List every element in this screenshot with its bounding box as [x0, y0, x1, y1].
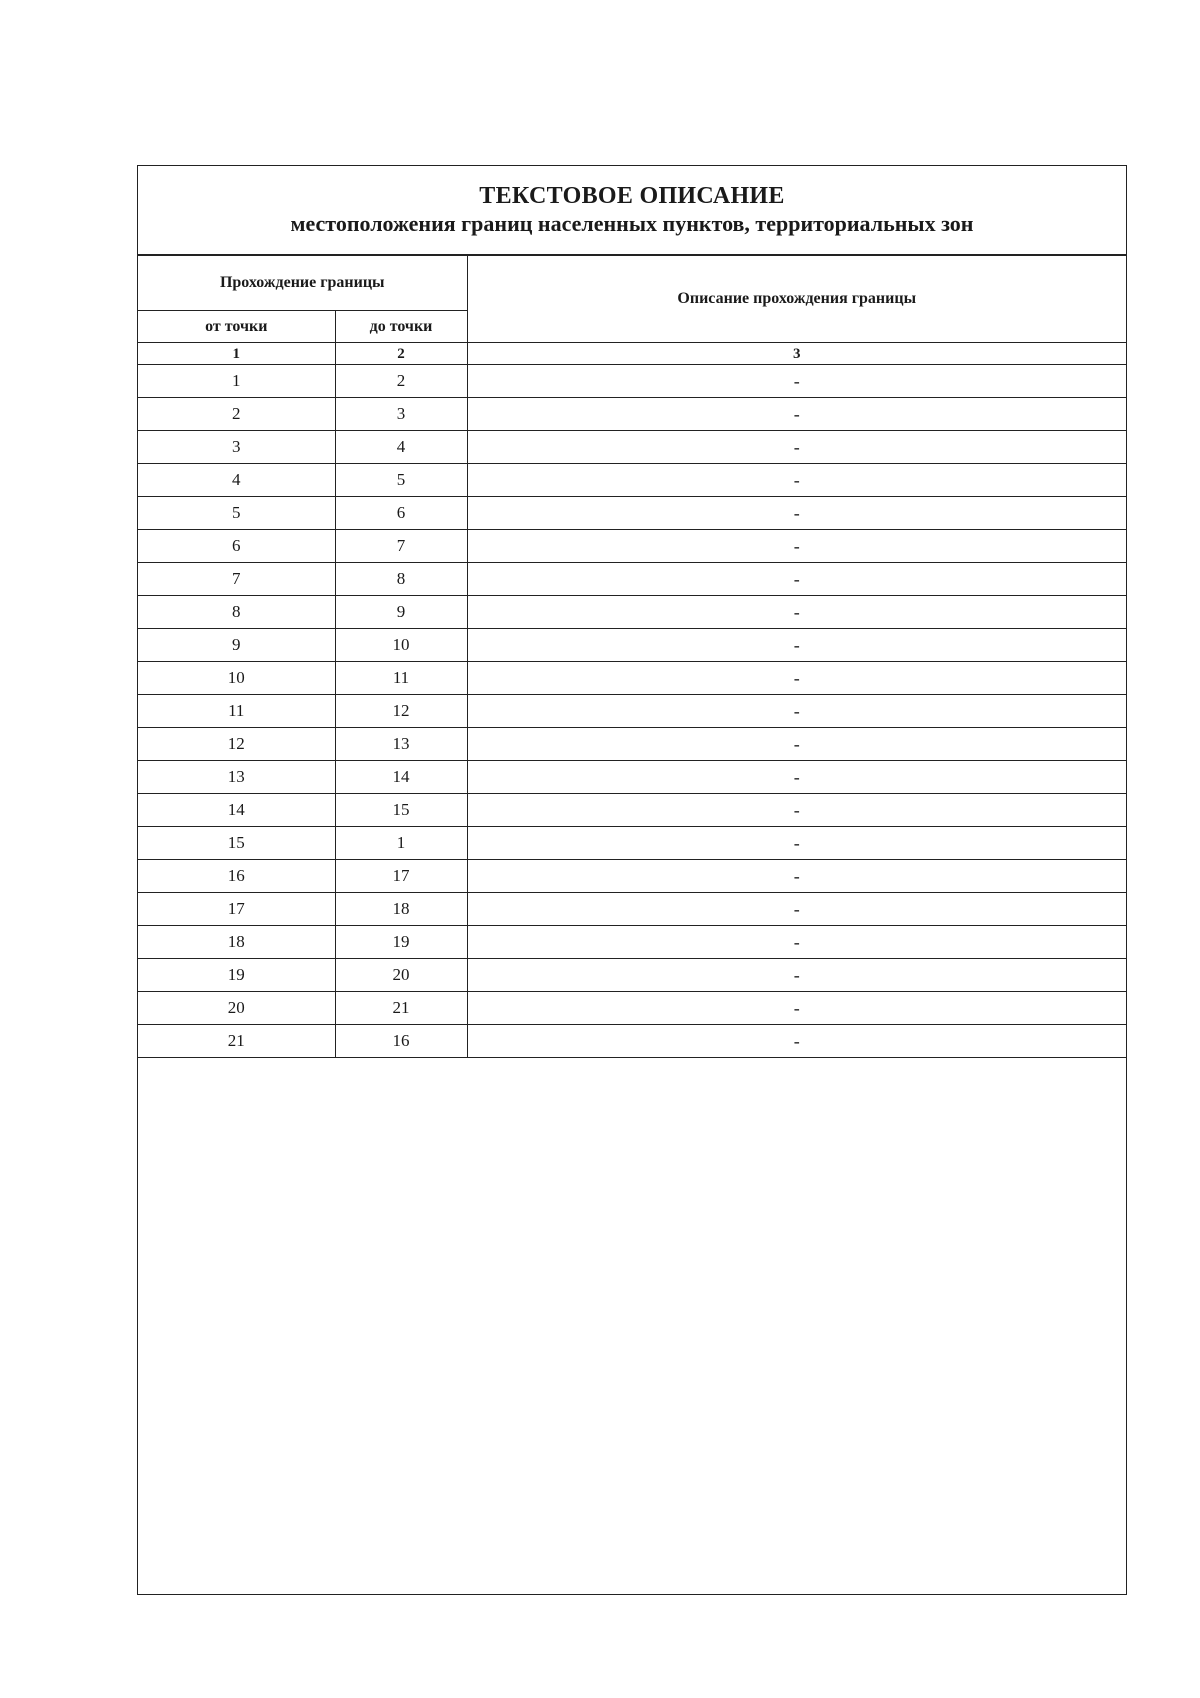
table-row: [138, 794, 1126, 827]
from-point-cell: 8: [138, 596, 335, 629]
to-point-cell: 3: [335, 398, 467, 431]
to-point-cell: 20: [335, 959, 467, 992]
to-point-cell: 17: [335, 860, 467, 893]
to-point-cell: 14: [335, 761, 467, 794]
to-point-cell: 21: [335, 992, 467, 1025]
from-point-cell: 12: [138, 728, 335, 761]
description-cell: -: [467, 761, 1126, 794]
from-point-cell: 15: [138, 827, 335, 860]
table-row: [138, 530, 1126, 563]
from-point-cell: 4: [138, 464, 335, 497]
from-point-cell: 14: [138, 794, 335, 827]
to-point-cell: 11: [335, 662, 467, 695]
from-point-cell: 18: [138, 926, 335, 959]
description-cell: -: [467, 926, 1126, 959]
table-row: [138, 563, 1126, 596]
to-point-cell: 16: [335, 1025, 467, 1058]
to-point-cell: 4: [335, 431, 467, 464]
to-point-cell: 19: [335, 926, 467, 959]
table-row: [138, 860, 1126, 893]
description-cell: -: [467, 893, 1126, 926]
table-row: [138, 695, 1126, 728]
table-row: [138, 431, 1126, 464]
column-number-3: 3: [467, 343, 1126, 365]
description-cell: -: [467, 464, 1126, 497]
column-number-2: 2: [335, 343, 467, 365]
to-point-cell: 8: [335, 563, 467, 596]
description-cell: -: [467, 794, 1126, 827]
table-row: [138, 464, 1126, 497]
description-cell: -: [467, 827, 1126, 860]
description-cell: -: [467, 629, 1126, 662]
description-cell: -: [467, 365, 1126, 398]
table-row: [138, 497, 1126, 530]
description-cell: -: [467, 431, 1126, 464]
header-to-point: до точки: [335, 311, 467, 343]
table-row: [138, 926, 1126, 959]
to-point-cell: 2: [335, 365, 467, 398]
to-point-cell: 15: [335, 794, 467, 827]
description-cell: -: [467, 398, 1126, 431]
description-cell: -: [467, 662, 1126, 695]
table-row: [138, 1025, 1126, 1058]
from-point-cell: 13: [138, 761, 335, 794]
description-cell: -: [467, 959, 1126, 992]
to-point-cell: 18: [335, 893, 467, 926]
document-subtitle: местоположения границ населенных пунктов, территориальных зон: [290, 211, 974, 236]
header-boundary-description: Описание прохождения границы: [467, 256, 1126, 343]
table-row: [138, 365, 1126, 398]
from-point-cell: 3: [138, 431, 335, 464]
to-point-cell: 7: [335, 530, 467, 563]
table-row: [138, 893, 1126, 926]
document-title: ТЕКСТОВОЕ ОПИСАНИЕ: [479, 183, 785, 209]
description-cell: -: [467, 563, 1126, 596]
boundary-table: [138, 255, 1126, 1058]
to-point-cell: 13: [335, 728, 467, 761]
header-from-point: от точки: [138, 311, 335, 343]
to-point-cell: 12: [335, 695, 467, 728]
from-point-cell: 9: [138, 629, 335, 662]
table-row: [138, 827, 1126, 860]
from-point-cell: 6: [138, 530, 335, 563]
from-point-cell: 16: [138, 860, 335, 893]
from-point-cell: 21: [138, 1025, 335, 1058]
description-cell: -: [467, 860, 1126, 893]
from-point-cell: 11: [138, 695, 335, 728]
to-point-cell: 10: [335, 629, 467, 662]
from-point-cell: 1: [138, 365, 335, 398]
to-point-cell: 9: [335, 596, 467, 629]
from-point-cell: 5: [138, 497, 335, 530]
header-boundary-passage: Прохождение границы: [138, 256, 467, 311]
from-point-cell: 19: [138, 959, 335, 992]
description-cell: -: [467, 695, 1126, 728]
description-cell: -: [467, 992, 1126, 1025]
table-row: [138, 596, 1126, 629]
description-cell: -: [467, 530, 1126, 563]
to-point-cell: 5: [335, 464, 467, 497]
from-point-cell: 7: [138, 563, 335, 596]
to-point-cell: 1: [335, 827, 467, 860]
table-row: [138, 992, 1126, 1025]
title-block: [138, 166, 1126, 255]
table-row: [138, 959, 1126, 992]
table-row: [138, 629, 1126, 662]
from-point-cell: 2: [138, 398, 335, 431]
table-row: [138, 662, 1126, 695]
from-point-cell: 10: [138, 662, 335, 695]
table-row: [138, 728, 1126, 761]
table-row: [138, 761, 1126, 794]
description-cell: -: [467, 596, 1126, 629]
description-cell: -: [467, 497, 1126, 530]
from-point-cell: 17: [138, 893, 335, 926]
description-cell: -: [467, 1025, 1126, 1058]
to-point-cell: 6: [335, 497, 467, 530]
document-frame: [137, 165, 1127, 1595]
table-row: [138, 398, 1126, 431]
from-point-cell: 20: [138, 992, 335, 1025]
table-body: [138, 365, 1126, 1058]
column-number-1: 1: [138, 343, 335, 365]
description-cell: -: [467, 728, 1126, 761]
